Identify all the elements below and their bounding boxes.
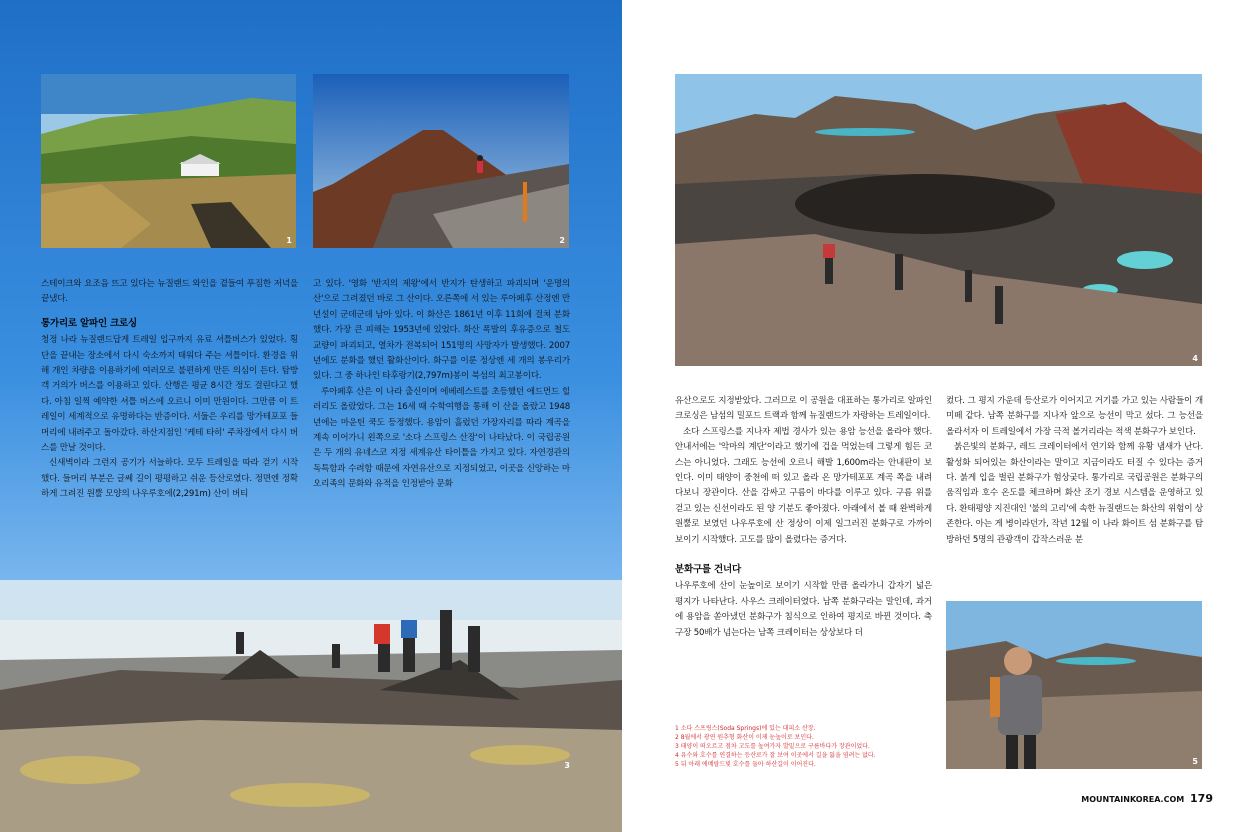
text-column-4 — [946, 394, 1203, 548]
section-heading: 분화구를 건너다 — [675, 564, 741, 576]
text-column-3 — [675, 394, 932, 641]
paragraph: 고 있다. '영화 '반지의 제왕'에서 반지가 탄생하고 파괴되며 '운명의 산'으로 그려졌던 바로 그 산이다. 오른쪽에 서 있는 루아페후 산정엔 만년설이 군데군데 남아 있다. 이 화산은 1861년 이후 11회에 걸쳐 분화했다. 가장 큰 피해는 1953년에 있었다. 화산 폭발의 후유증으로 철도 교량이 파괴되고, 열차가 전복되어 151명의 사망자가 발생했다. 2007년에도 분화를 했던 활화산이다. 화구를 이룬 정상엔 세 개의 봉우리가 있다. 그 중 하나인 타후랑기(2,797m)봉이 북섬의 최고봉이다. — [313, 279, 570, 382]
footer-site: MOUNTAINKOREA.COM — [1081, 795, 1185, 804]
left-page — [0, 0, 622, 832]
photo-number: 5 — [1192, 757, 1198, 766]
text-column-1 — [41, 277, 298, 503]
caption: 1 소다 스프링스(Soda Springs)에 있는 대피소 산장. — [675, 725, 816, 732]
paragraph: 스테이크와 요조음 뜨고 있다는 뉴질랜드 와인을 곁들여 푸짐한 저녁을 끝냈다. — [41, 279, 298, 305]
caption: 2 8월에서 광연 원추형 화산이 이제 눈높이로 보인다. — [675, 734, 814, 741]
photo-number: 2 — [559, 236, 565, 245]
photo-hiker-portrait — [946, 601, 1202, 769]
paragraph: 신새벽이라 그런지 공기가 서늘하다. 모두 트레일을 따라 걷기 시작했다. 들머리 부분은 글쎄 길이 평평하고 쉬운 등산로였다. 정면엔 정확하게 그려진 원뿔 모양의 나우루호에(2,291m) 산이 버티 — [41, 458, 298, 500]
paragraph: 나우루호에 산이 눈높이로 보이기 시작할 만큼 올라가니 갑자기 넓은 평지가 나타난다. 사우스 크레이터였다. 남쪽 분화구라는 말인데, 과거에 용암을 쏟아냈던 분화구가 침식으로 인하여 평지로 바뀐 것이다. 축구장 50배가 넘는다는 남쪽 크레이터는 상상보다 더 — [675, 581, 932, 638]
photo-number: 3 — [564, 761, 570, 770]
caption: 3 태양이 떠오르고 점차 고도를 높여가자 발밑으로 구름바다가 장관이었다. — [675, 743, 870, 750]
caption: 5 뒤 아래 에메랄드빛 호수를 둘아 하산길이 이어진다. — [675, 761, 816, 768]
photo-number: 4 — [1192, 354, 1198, 363]
page-footer — [1081, 792, 1213, 805]
photo-ngauruhoe-cone — [313, 74, 569, 248]
photo-crater-landscape — [675, 74, 1202, 366]
photo-captions — [675, 724, 935, 769]
paragraph: 컸다. 그 평지 가운데 등산로가 이어지고 거기를 가고 있는 사람들이 개미떼 같다. 남쪽 분화구를 지나자 앞으로 능선이 막고 섰다. 그 능선을 올라서자 이 트레일에서 가장 극적 볼거리라는 적색 분화구가 보인다. — [946, 396, 1203, 437]
section-heading: 통가리로 알파인 크로싱 — [41, 317, 137, 329]
photo-number: 1 — [286, 236, 292, 245]
paragraph: 소다 스프링스를 지나자 제법 경사가 있는 용암 능선을 올라야 했다. 안내서에는 '악마의 계단'이라고 했기에 겁을 먹었는데 그렇게 힘든 코스는 아니었다. 그래도 능선에 오르니 해발 1,600m라는 안내판이 보인다. 이미 태양이 중천에 떠 있고 올라 온 망가테포포 계곡 쪽을 내려다보니 장관이다. 산을 감싸고 구름이 바다를 이루고 있다. 구름 위를 걷고 있는 신선이라도 된 양 기분도 좋아졌다. 아래에서 볼 때 완벽하게 원뿔로 보였던 나우루호에 산 정상이 이제 일그러진 분화구로 가까이 보이기 시작했다. 고도를 많이 올렸다는 증거다. — [675, 426, 932, 545]
paragraph: 유산으로도 지정받았다. 그러므로 이 공원을 대표하는 통가리로 알파인 크로싱은 남섬의 밀포드 트랙과 함께 뉴질랜드가 자랑하는 트레일이다. — [675, 396, 932, 422]
paragraph: 루아페후 산은 이 나라 출신이며 에베레스트를 초등했던 에드먼드 힐러리도 올랐었다. 그는 16세 때 수학여행을 통해 이 산을 올랐고 1948년에는 마운틴 쿡도 등정했다. 용암이 흘렀던 가장자리를 따라 계곡을 계속 이어가니 왼쪽으로 '소다 스프링스 산장'이 나타났다. 이 국립공원은 두 개의 유네스코 지정 세계유산 타이틀을 가지고 있다. 자연경관의 독특함과 수려함 때문에 자연유산으로 지정되었고, 이곳을 신앙하는 마오리족의 문화와 유적을 인정받아 문화 — [313, 386, 570, 490]
photo-soda-springs-hut — [41, 74, 296, 248]
page-number: 179 — [1190, 792, 1213, 805]
paragraph: 청정 나라 뉴질랜드답게 트레일 입구까지 유료 셔틀버스가 있었다. 횡단을 끝내는 장소에서 다시 숙소까지 태워다 주는 셔틀이다. 환경을 위해 개인 차량을 이용하기에 여러모로 불편하게 만든 의심이 든다. 탐방객 거의가 버스를 이용하고 있다. 산행은 평균 8시간 정도 걸린다고 했다. 아침 일찍 예약한 셔틀 버스에 오르니 이미 만원이다. 그만큼 이 트레일이 세계적으로 유명하다는 반증이다. 서둘은 우리를 망가테포포 들머리에 내려주고 돌아갔다. 하산지점인 '케테 타히' 주차장에서 다시 버스를 만날 것이다. — [41, 335, 298, 454]
paragraph: 붉은빛의 분화구, 레드 크레이터에서 연기와 함께 유황 냄새가 난다. 활성화 되어있는 화산이라는 말이고 지금이라도 터질 수 있다는 증거다. 붉게 입을 벌린 분화구가 험상궂다. 통가리로 국립공원은 분화구의 움직임과 호수 온도를 체크하며 화산 조기 경보 시스템을 운영하고 있다. 환태평양 지진대인 '불의 고리'에 속한 뉴질랜드는 화산의 위험이 상존한다. 아는 게 병이라던가, 작년 12월 이 나라 화이트 섬 분화구를 탐방하던 5명의 관광객이 갑작스러운 분 — [946, 442, 1203, 545]
caption: 4 유수와 호수를 연결하는 등산로가 잘 보여 이곳에서 길을 잃을 염려는 없다. — [675, 752, 876, 759]
text-column-2 — [313, 277, 570, 493]
photo-hikers-cloud-sea — [0, 580, 622, 832]
